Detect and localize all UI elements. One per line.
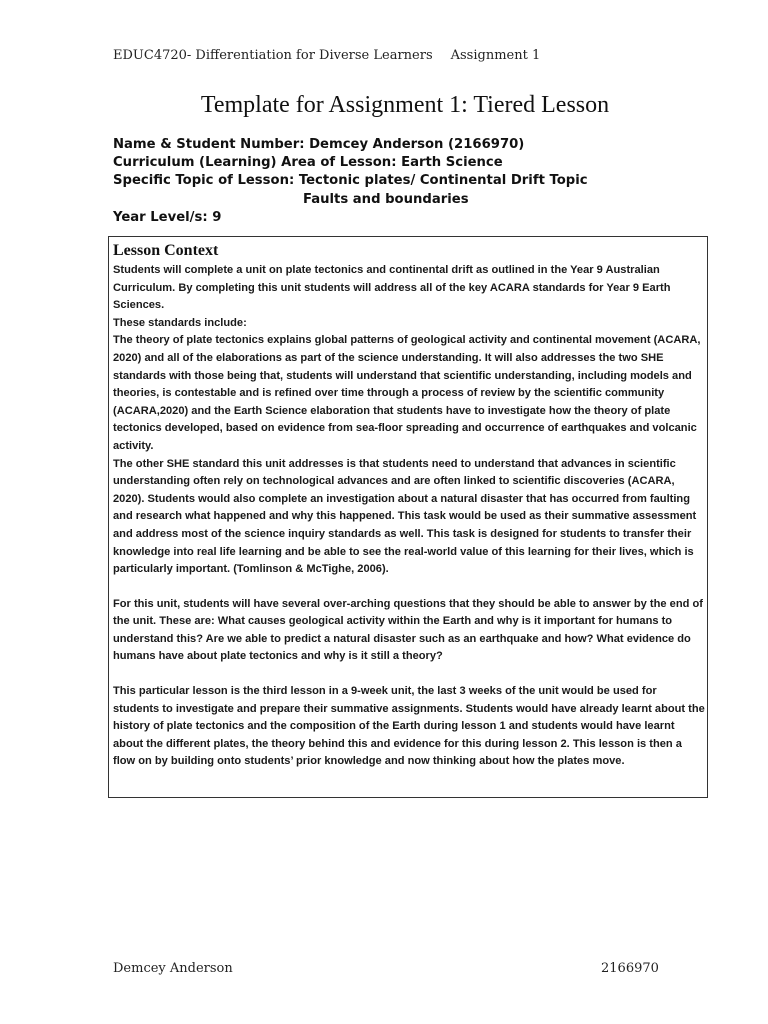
context-paragraph-6: This particular lesson is the third lesson in a 9-week unit, the last 3 weeks of the unit would be used for students to investigate and prepare their summative assignments. Students would have already learnt about the history of plate tectonics and the composition of the Earth during lesson 1 and students would have learnt about the different plates, the theory behind this and evidence for this during lesson 2. This lesson is then a flow on by building onto students’ prior knowledge and now thinking about how the plates move.	[113, 685, 705, 768]
footer-student-number: 2166970	[601, 961, 659, 976]
context-paragraph-5: For this unit, students will have several over-arching questions that they should be able to answer by the end of the unit. These are: What causes geological activity within the Earth and why is it important for humans to understand this? Are we able to predict a natural disaster such as an earthquake and how? What evidence do humans have about plate tectonics and why is it still a theory?	[113, 597, 703, 663]
footer-author: Demcey Anderson	[113, 961, 233, 976]
lesson-context-box	[108, 236, 708, 798]
name-line: Name & Student Number: Demcey Anderson (2166970)	[113, 137, 525, 152]
context-paragraph-1: Students will complete a unit on plate tectonics and continental drift as outlined in the Year 9 Australian Curriculum. By completing this unit students will address all of the key ACARA standards for Year 9 Earth Sciences.	[113, 264, 671, 312]
curriculum-line: Curriculum (Learning) Area of Lesson: Earth Science	[113, 155, 503, 171]
context-paragraph-2: These standards include:	[113, 316, 247, 329]
page-title: Template for Assignment 1: Tiered Lesson	[200, 92, 610, 118]
page-header	[113, 48, 540, 63]
topic-line: Specific Topic of Lesson: Tectonic plates/ Continental Drift Topic	[113, 173, 588, 189]
student-details	[113, 136, 588, 227]
topic-line-continued: Faults and boundaries	[303, 191, 469, 207]
lesson-context-heading: Lesson Context	[113, 242, 219, 259]
context-paragraph-3: The theory of plate tectonics explains global patterns of geological activity and continental movement (ACARA, 2020) and all of the elaborations as part of the science understanding. It will also addresses the two SHE standards with those being that, students will understand that scientific understanding, including models and theories, is contestable and is refined over time through a process of review by the scientific community (ACARA,2020) and the Earth Science elaboration that students have to investigate how the theory of plate tectonics developed, based on evidence from sea-floor spreading and occurrence of earthquakes and volcanic activity.	[113, 334, 701, 452]
assignment-label: Assignment 1	[450, 48, 541, 63]
context-paragraph-4: The other SHE standard this unit addresses is that students need to understand that advances in scientific understanding often rely on technological advances and are often linked to scientific discoveries (ACARA, 2020). Students would also complete an investigation about a natural disaster that has occurred from faulting and research what happened and why this happened. This task would be used as their summative assessment and address most of the science inquiry standards as well. This task is designed for students to transfer their knowledge into real life learning and be able to see the real-world value of this learning for their lives, which is particularly important. (Tomlinson & McTighe, 2006).	[113, 457, 697, 576]
course-title: EDUC4720- Differentiation for Diverse Learners	[113, 48, 433, 63]
year-level-line: Year Level/s: 9	[113, 209, 222, 225]
